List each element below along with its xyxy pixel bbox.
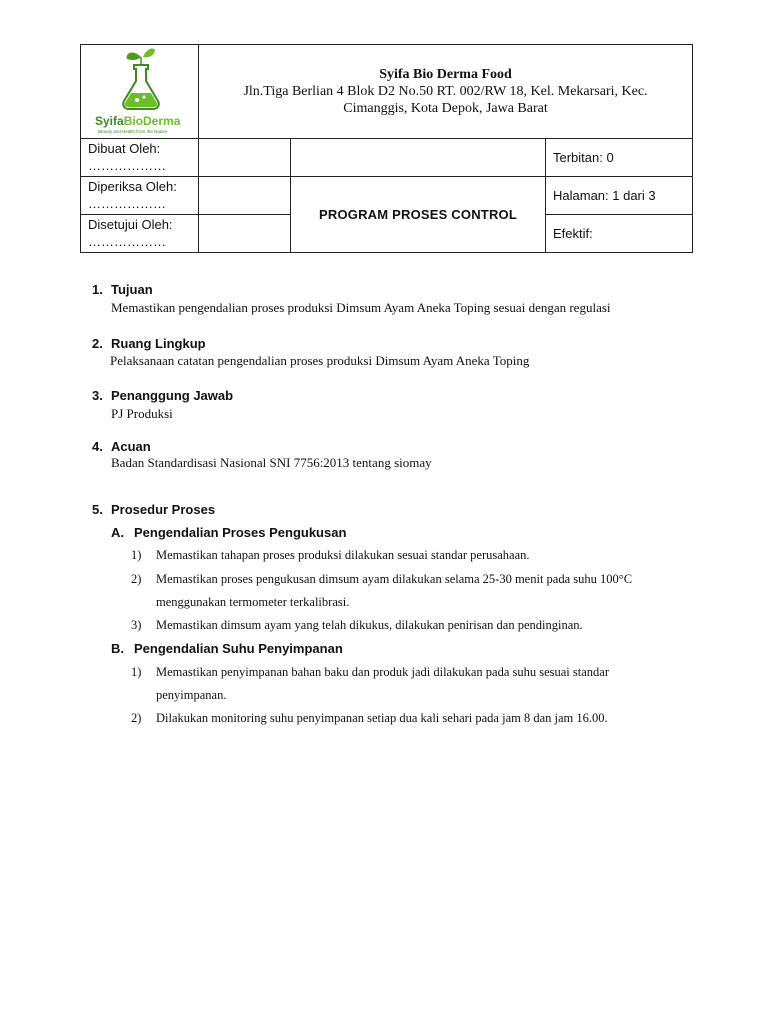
section-tujuan-heading: 1. Tujuan	[92, 282, 153, 297]
diperiksa-oleh-value: ………………	[88, 196, 166, 211]
list-item: 1) Memastikan penyimpanan bahan baku dan produk jadi dilakukan pada suhu sesuai standar	[131, 665, 610, 679]
company-logo	[81, 45, 199, 138]
program-title-cell	[291, 177, 546, 253]
dibuat-oleh-value: ………………	[88, 158, 166, 173]
svg-text:SyifaBioDerma	[95, 114, 181, 128]
document-header-table	[80, 44, 693, 253]
section-penanggung-jawab-text: PJ Produksi	[111, 406, 173, 421]
list-item: 2) Memastikan proses pengukusan dimsum ayam dilakukan selama 25-30 menit pada suhu 100°C	[131, 572, 633, 586]
subsection-b-heading: B. Pengendalian Suhu Penyimpanan	[111, 641, 343, 656]
subsection-a-heading: A. Pengendalian Proses Pengukusan	[111, 525, 347, 540]
list-item-continuation: menggunakan termometer terkalibrasi.	[156, 595, 350, 609]
list-item: 3) Memastikan dimsum ayam yang telah dikukus, dilakukan penirisan dan pendinginan.	[131, 618, 583, 632]
section-ruang-lingkup-heading: 2. Ruang Lingkup	[92, 336, 206, 351]
logo-part1: Syifa	[95, 114, 124, 128]
diperiksa-blank-cell	[199, 177, 291, 215]
disetujui-oleh-cell	[81, 215, 199, 253]
section-acuan-text: Badan Standardisasi Nasional SNI 7756:2013 tentang siomay	[111, 455, 432, 470]
logo-tagline: Beauty and Health from the Nature	[98, 129, 168, 134]
list-item: 1) Memastikan tahapan proses produksi dilakukan sesuai standar perusahaan.	[131, 548, 530, 562]
efektif-text: Efektif:	[553, 226, 593, 241]
program-title: PROGRAM PROSES CONTROL	[319, 207, 517, 222]
dibuat-oleh-label: Dibuat Oleh:	[88, 141, 161, 156]
list-item: 2) Dilakukan monitoring suhu penyimpanan setiap dua kali sehari pada jam 8 dan jam 16.00.	[131, 711, 608, 725]
terbitan-text: Terbitan: 0	[553, 150, 614, 165]
company-address-line1: Jln.Tiga Berlian 4 Blok D2 No.50 RT. 002/RW 18, Kel. Mekarsari, Kec.	[243, 84, 648, 99]
section-penanggung-jawab-heading: 3. Penanggung Jawab	[92, 388, 234, 403]
efektif-cell	[546, 215, 693, 253]
disetujui-oleh-value: ………………	[88, 234, 166, 249]
halaman-text: Halaman: 1 dari 3	[553, 188, 656, 203]
diperiksa-oleh-label: Diperiksa Oleh:	[88, 179, 177, 194]
section-acuan-heading: 4. Acuan	[92, 439, 151, 454]
company-info-cell	[199, 45, 693, 139]
logo-part2: BioDerma	[123, 114, 181, 128]
diperiksa-oleh-cell	[81, 177, 199, 215]
section-ruang-lingkup-text: Pelaksanaan catatan pengendalian proses produksi Dimsum Ayam Aneka Toping	[110, 353, 530, 368]
logo-cell	[81, 45, 199, 139]
dibuat-oleh-cell	[81, 139, 199, 177]
disetujui-blank-cell	[199, 215, 291, 253]
dibuat-blank-cell	[199, 139, 291, 177]
disetujui-oleh-label: Disetujui Oleh:	[88, 217, 173, 232]
terbitan-cell	[546, 139, 693, 177]
company-address-line2: Cimanggis, Kota Depok, Jawa Barat	[343, 101, 548, 116]
list-item-continuation: penyimpanan.	[156, 688, 227, 702]
halaman-cell	[546, 177, 693, 215]
section-tujuan-text: Memastikan pengendalian proses produksi Dimsum Ayam Aneka Toping sesuai dengan regulasi	[111, 300, 611, 315]
title-top-cell	[291, 139, 546, 177]
company-name: Syifa Bio Derma Food	[379, 67, 512, 82]
section-prosedur-heading: 5. Prosedur Proses	[92, 502, 216, 517]
